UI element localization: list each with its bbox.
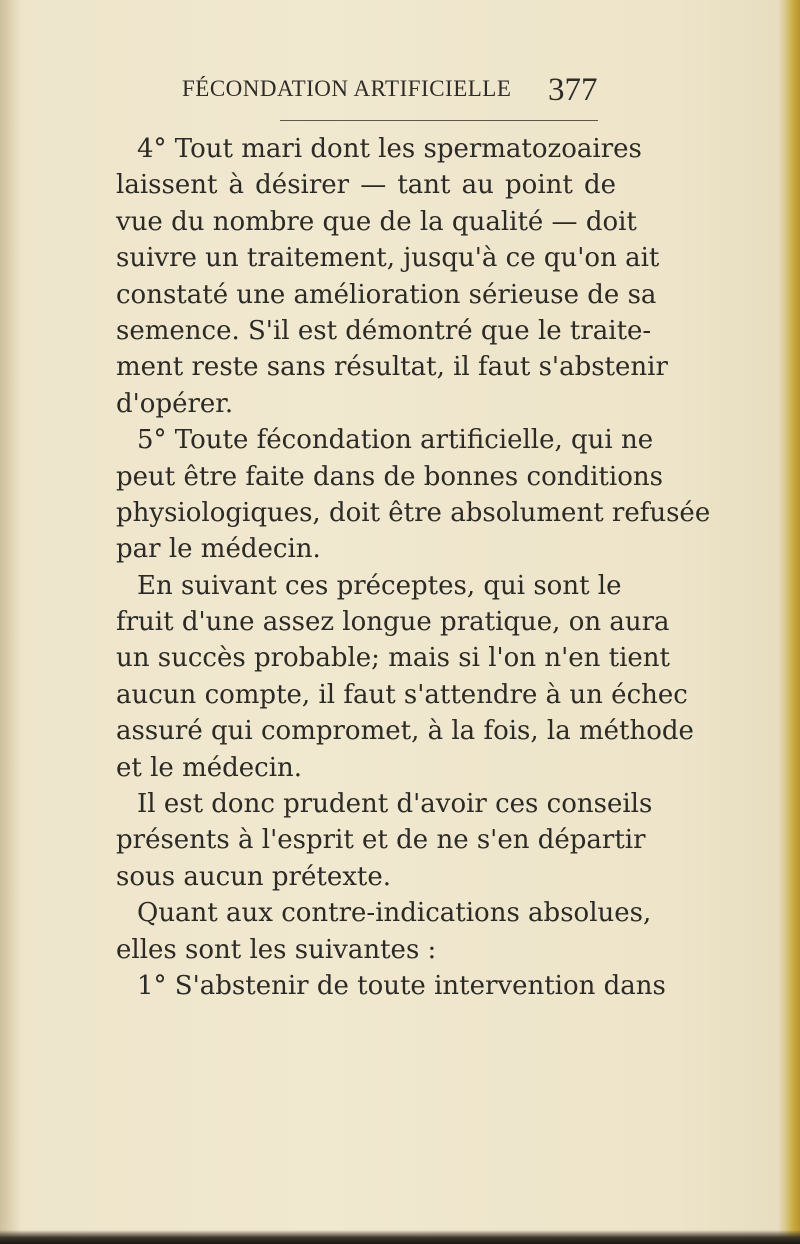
text-line: et le médecin. — [116, 752, 303, 783]
text-line: constaté une amélioration sérieuse de sa — [116, 279, 657, 310]
text-line: présents à l'esprit et de ne s'en départir — [116, 825, 646, 856]
text-line: ment reste sans résultat, il faut s'abstenir — [116, 352, 668, 383]
text-line: 4° Tout mari dont les spermatozoaires — [137, 134, 642, 164]
page-number: 377 — [548, 72, 598, 108]
body-text — [116, 131, 711, 1004]
text-line: Quant aux contre-indications absolues, — [137, 898, 652, 929]
text-line: aucun compte, il faut s'attendre à un échec — [116, 679, 688, 710]
text-line: fruit d'une assez longue pratique, on aura — [116, 607, 670, 638]
text-line: sous aucun prétexte. — [116, 861, 391, 892]
header-rule — [280, 120, 598, 121]
text-line: un succès probable; mais si l'on n'en tient — [116, 643, 670, 674]
text-line: par le médecin. — [116, 534, 321, 565]
text-line: semence. S'il est démontré que le traite- — [116, 315, 652, 346]
text-line: suivre un traitement, jusqu'à ce qu'on ait — [116, 243, 660, 274]
text-line: d'opérer. — [116, 388, 234, 419]
text-line: 1° S'abstenir de toute intervention dans — [137, 970, 666, 1001]
text-line: laissent à désirer — tant au point de — [116, 170, 616, 201]
text-line: physiologiques, doit être absolument refusée — [116, 497, 711, 528]
running-title: FÉCONDATION ARTIFICIELLE — [182, 76, 512, 101]
text-line: Il est donc prudent d'avoir ces conseils — [137, 789, 653, 820]
text-line: elles sont les suivantes : — [116, 934, 437, 965]
text-line: peut être faite dans de bonnes conditions — [116, 461, 663, 492]
text-line: vue du nombre que de la qualité — doit — [116, 206, 637, 237]
page-bottom-edge — [0, 1230, 800, 1244]
text-line: 5° Toute fécondation artificielle, qui ne — [137, 425, 654, 456]
page-right-edge — [778, 0, 800, 1244]
page-header — [0, 72, 800, 116]
page-left-edge — [0, 0, 22, 1244]
text-line: assuré qui compromet, à la fois, la méthode — [116, 716, 694, 747]
text-line: En suivant ces préceptes, qui sont le — [137, 570, 622, 601]
